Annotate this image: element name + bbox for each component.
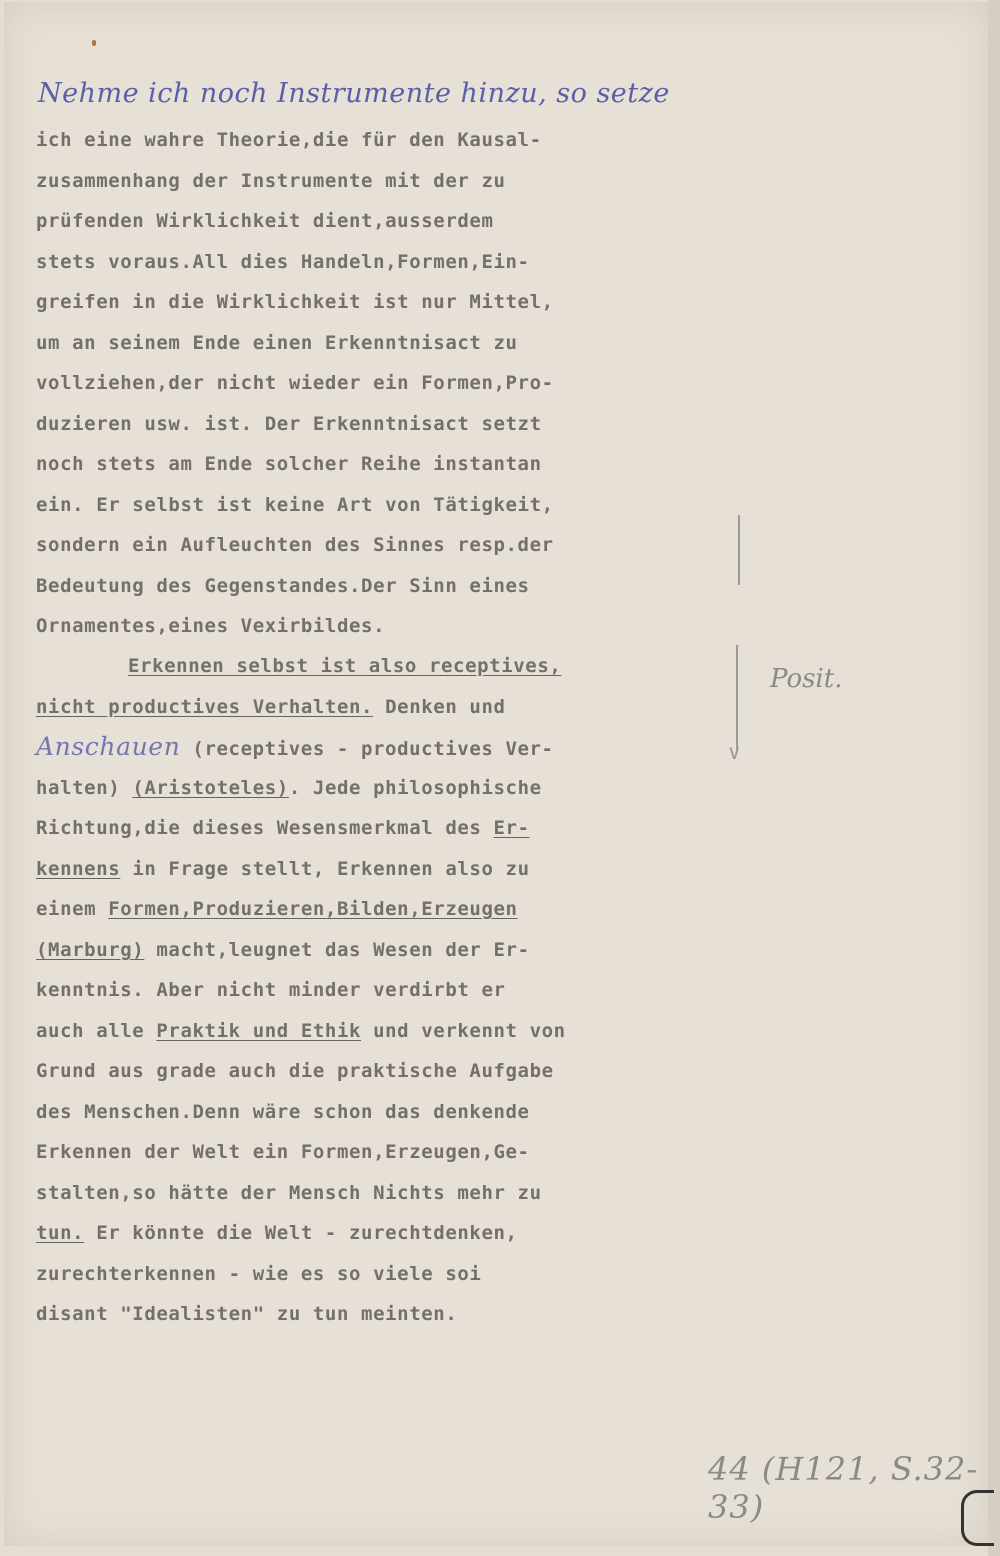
- underlined-phrase: nicht productives Verhalten.: [36, 696, 374, 718]
- text-span: halten): [36, 777, 133, 799]
- underlined-phrase: (Aristoteles): [132, 777, 289, 799]
- text-line: [36, 857, 530, 881]
- text-span: einem: [36, 898, 109, 920]
- text-line: Erkennen der Welt ein Formen,Erzeugen,Ge-: [36, 1141, 530, 1163]
- text-line: [36, 897, 518, 921]
- text-span: Denken und: [373, 696, 506, 718]
- text-line: stalten,so hätte der Mensch Nichts mehr zu: [36, 1182, 542, 1204]
- text-span: macht,leugnet das Wesen der Er-: [144, 939, 530, 961]
- text-line: kenntnis. Aber nicht minder verdirbt er: [36, 979, 506, 1001]
- underlined-phrase: Formen,Produzieren,Bilden,Erzeugen: [108, 898, 518, 920]
- text-line: [36, 695, 506, 719]
- text-line: [36, 1221, 518, 1245]
- handwritten-insertion: Anschauen: [36, 732, 181, 761]
- underlined-phrase: Erkennen selbst ist also receptives,: [128, 655, 562, 677]
- underlined-phrase: kennens: [36, 858, 121, 880]
- text-span: auch alle: [36, 1020, 157, 1042]
- underlined-phrase: Er-: [493, 817, 530, 839]
- text-line: [36, 732, 554, 761]
- handwritten-insertion: Nehme ich noch Instrumente hinzu, so setze: [38, 78, 670, 109]
- text-line: ich eine wahre Theorie,die für den Kausal-: [36, 129, 542, 151]
- text-line: [36, 1019, 566, 1043]
- folio-number: 44 (H121, S.32-33): [708, 1450, 979, 1526]
- text-span: und verkennt von: [361, 1020, 566, 1042]
- text-line: [128, 654, 561, 678]
- text-line: Ornamentes,eines Vexirbildes.: [36, 615, 386, 637]
- text-line: vollziehen,der nicht wieder ein Formen,Pro-: [36, 372, 554, 394]
- page-edge: [988, 0, 1000, 1556]
- text-line: prüfenden Wirklichkeit dient,ausserdem: [36, 210, 494, 232]
- text-span: (receptives - productives Ver-: [180, 738, 554, 760]
- text-line: um an seinem Ende einen Erkenntnisact zu: [36, 332, 518, 354]
- text-span: in Frage stellt, Erkennen also zu: [120, 858, 530, 880]
- text-line: zurechterkennen - wie es so viele soi: [36, 1263, 482, 1285]
- text-span: . Jede philosophische: [288, 777, 542, 799]
- text-line: greifen in die Wirklichkeit ist nur Mittel,: [36, 291, 554, 313]
- text-line: [36, 776, 542, 800]
- text-line: duzieren usw. ist. Der Erkenntnisact setzt: [36, 413, 542, 435]
- text-line: Bedeutung des Gegenstandes.Der Sinn eines: [36, 575, 530, 597]
- text-line: [36, 816, 530, 840]
- margin-pencil-line: [738, 515, 740, 585]
- text-line: noch stets am Ende solcher Reihe instantan: [36, 453, 542, 475]
- arrow-down-icon: ∨: [727, 740, 742, 764]
- text-line: Grund aus grade auch die praktische Aufgabe: [36, 1060, 554, 1082]
- text-line: ein. Er selbst ist keine Art von Tätigkeit,: [36, 494, 554, 516]
- margin-pencil-line: [736, 645, 738, 750]
- text-line: sondern ein Aufleuchten des Sinnes resp.der: [36, 534, 554, 556]
- underlined-phrase: (Marburg): [36, 939, 145, 961]
- ink-spot: [92, 40, 96, 46]
- text-line: disant "Idealisten" zu tun meinten.: [36, 1303, 458, 1325]
- text-line: [36, 938, 530, 962]
- text-span: Richtung,die dieses Wesensmerkmal des: [36, 817, 494, 839]
- text-line: zusammenhang der Instrumente mit der zu: [36, 170, 506, 192]
- text-line: des Menschen.Denn wäre schon das denkende: [36, 1101, 530, 1123]
- text-span: Er könnte die Welt - zurechtdenken,: [84, 1222, 518, 1244]
- margin-note: Posit.: [770, 664, 843, 694]
- binder-clip: [961, 1490, 994, 1546]
- text-line: stets voraus.All dies Handeln,Formen,Ein-: [36, 251, 530, 273]
- underlined-phrase: tun.: [36, 1222, 85, 1244]
- underlined-phrase: Praktik und Ethik: [156, 1020, 362, 1042]
